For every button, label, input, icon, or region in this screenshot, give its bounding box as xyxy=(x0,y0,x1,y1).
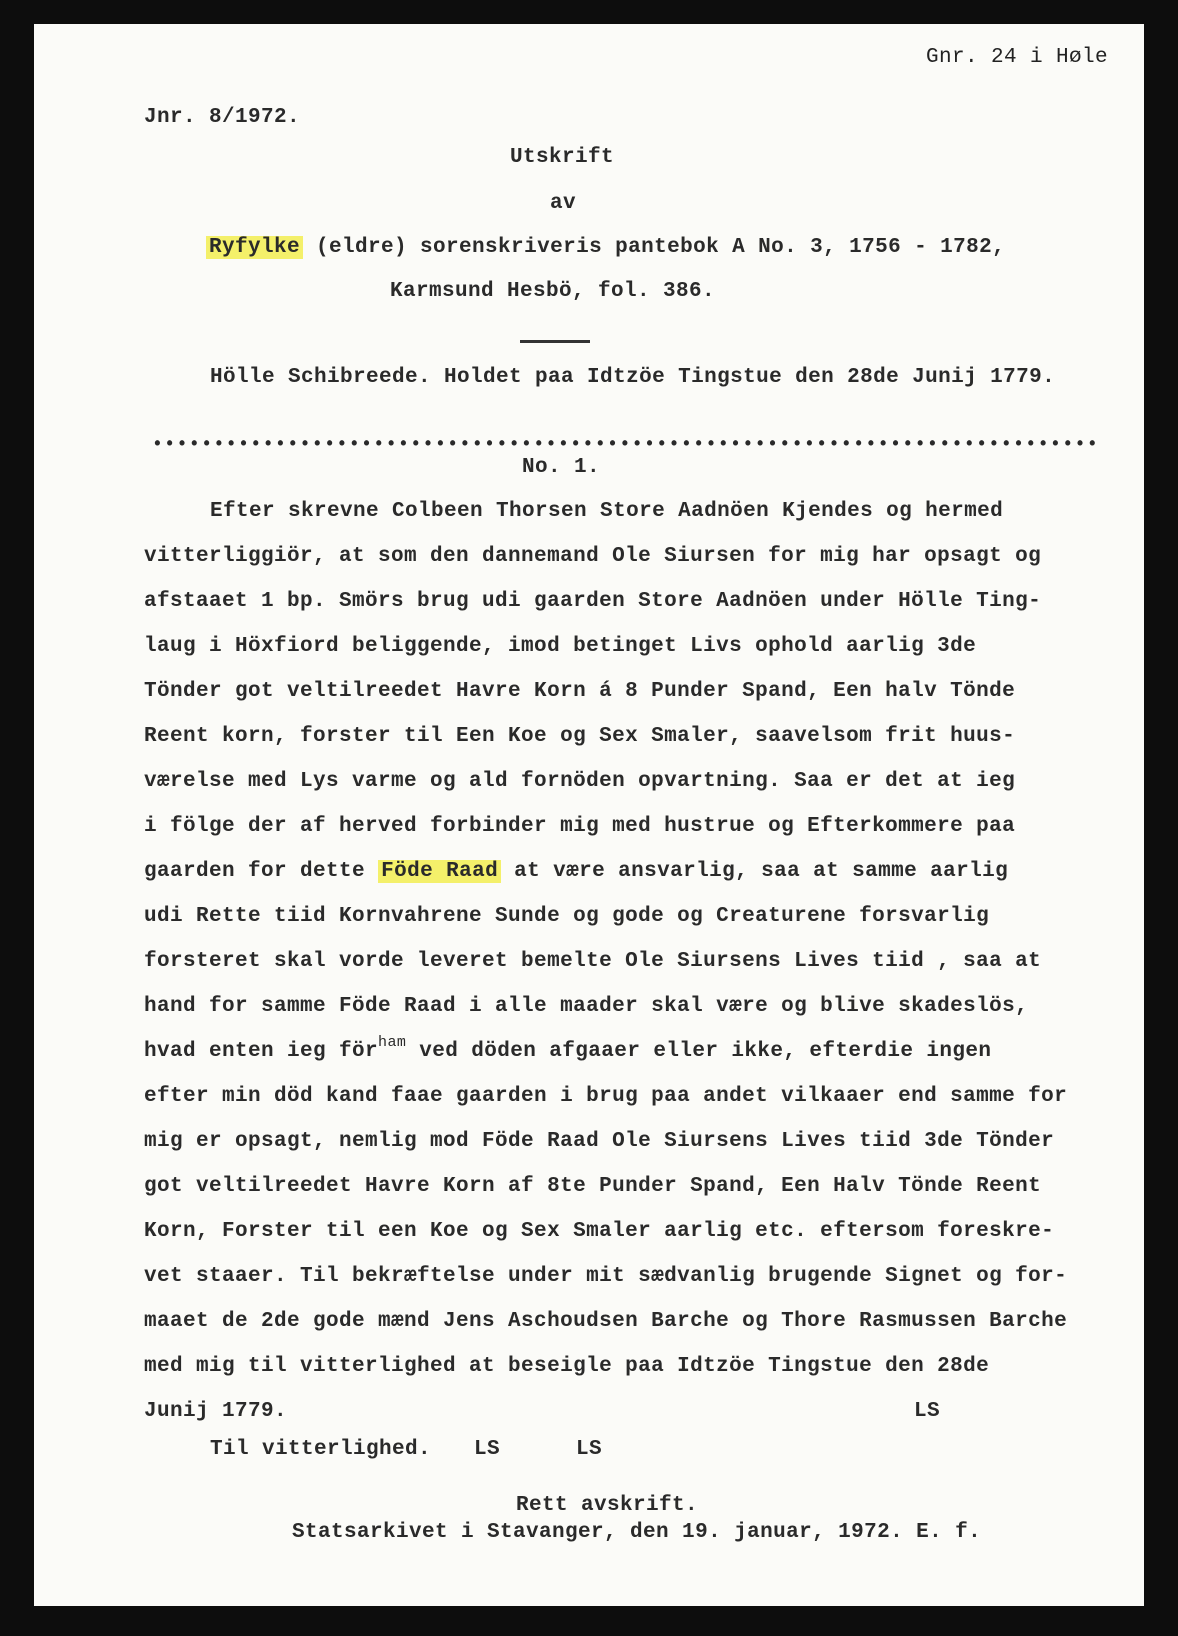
body-line: Korn, Forster til een Koe og Sex Smaler aarlig etc. eftersom foreskre- xyxy=(144,1220,1055,1243)
body-line: mig er opsagt, nemlig mod Föde Raad Ole Siursens Lives tiid 3de Tönder xyxy=(144,1130,1055,1153)
title-line-4: Karmsund Hesbö, fol. 386. xyxy=(390,280,716,303)
body-line: Junij 1779. xyxy=(144,1400,288,1423)
archive-signature-line: Statsarkivet i Stavanger, den 19. januar, 1972. E. f. xyxy=(292,1521,982,1544)
body-line: med mig til vitterlighed at beseigle paa Idtzöe Tingstue den 28de xyxy=(144,1355,990,1378)
body-text: ved döden afgaaer eller ikke, efterdie ingen xyxy=(419,1040,992,1063)
body-line: Reent korn, forster til Een Koe og Sex Smaler, saavelsom frit huus- xyxy=(144,725,1016,748)
highlight-fode-raad: Föde Raad xyxy=(378,860,501,883)
source-text: (eldre) sorenskriveris pantebok A No. 3, 1756 - 1782, xyxy=(316,236,1006,259)
witness-seal-1: LS xyxy=(474,1438,501,1461)
entry-number: No. 1. xyxy=(522,456,601,479)
body-line: got veltilreedet Havre Korn af 8te Punder Spand, Een Halv Tönde Reent xyxy=(144,1175,1042,1198)
body-line: værelse med Lys varme og ald fornöden opvartning. Saa er det at ieg xyxy=(144,770,1016,793)
title-line-1: Utskrift xyxy=(510,146,615,169)
body-line: vet staaer. Til bekræftelse under mit sædvanlig brugende Signet og for- xyxy=(144,1265,1068,1288)
body-line: afstaaet 1 bp. Smörs brug udi gaarden Store Aadnöen under Hölle Ting- xyxy=(144,590,1042,613)
body-line: forsteret skal vorde leveret bemelte Ole Siursens Lives tiid , saa at xyxy=(144,950,1042,973)
section-rule xyxy=(520,340,590,343)
seal-mark: LS xyxy=(914,1400,941,1423)
body-line xyxy=(144,1034,992,1063)
body-line: maaet de 2de gode mænd Jens Aschoudsen Barche og Thore Rasmussen Barche xyxy=(144,1310,1068,1333)
witness-label: Til vitterlighed. xyxy=(210,1438,432,1461)
body-line: laug i Höxfiord beliggende, imod betinget Livs ophold aarlig 3de xyxy=(144,635,977,658)
certification: Rett avskrift. xyxy=(516,1494,699,1517)
title-line-3 xyxy=(206,236,1005,259)
journal-number: Jnr. 8/1972. xyxy=(144,106,301,129)
body-text: hvad enten ieg för xyxy=(144,1040,379,1063)
document-page xyxy=(34,24,1144,1606)
title-line-2: av xyxy=(550,192,577,215)
highlight-ryfylke: Ryfylke xyxy=(206,236,303,259)
body-text: gaarden for dette xyxy=(144,860,366,883)
body-line: udi Rette tiid Kornvahrene Sunde og gode og Creaturene forsvarlig xyxy=(144,905,990,928)
body-line: Efter skrevne Colbeen Thorsen Store Aadnöen Kjendes og hermed xyxy=(210,500,1004,523)
body-line: hand for samme Föde Raad i alle maader skal være og blive skadeslös, xyxy=(144,995,1029,1018)
body-line: vitterliggiör, at som den dannemand Ole Siursen for mig har opsagt og xyxy=(144,545,1042,568)
interlinear-insertion: ham xyxy=(378,1034,407,1051)
witness-seal-2: LS xyxy=(576,1438,603,1461)
body-text: at være ansvarlig, saa at samme aarlig xyxy=(514,860,1009,883)
body-line xyxy=(144,860,1008,883)
body-line: Tönder got veltilreedet Havre Korn á 8 Punder Spand, Een halv Tönde xyxy=(144,680,1016,703)
archive-reference: Gnr. 24 i Høle xyxy=(926,46,1109,69)
session-heading: Hölle Schibreede. Holdet paa Idtzöe Tingstue den 28de Junij 1779. xyxy=(210,366,1056,389)
dotted-separator: ••••••••••••••••••••••••••••••••••••••••••••••••••••••••••••••••••••••••••••• xyxy=(152,435,1100,455)
body-line: efter min död kand faae gaarden i brug paa andet vilkaaer end samme for xyxy=(144,1085,1068,1108)
body-line: i fölge der af herved forbinder mig med hustrue og Efterkommere paa xyxy=(144,815,1016,838)
